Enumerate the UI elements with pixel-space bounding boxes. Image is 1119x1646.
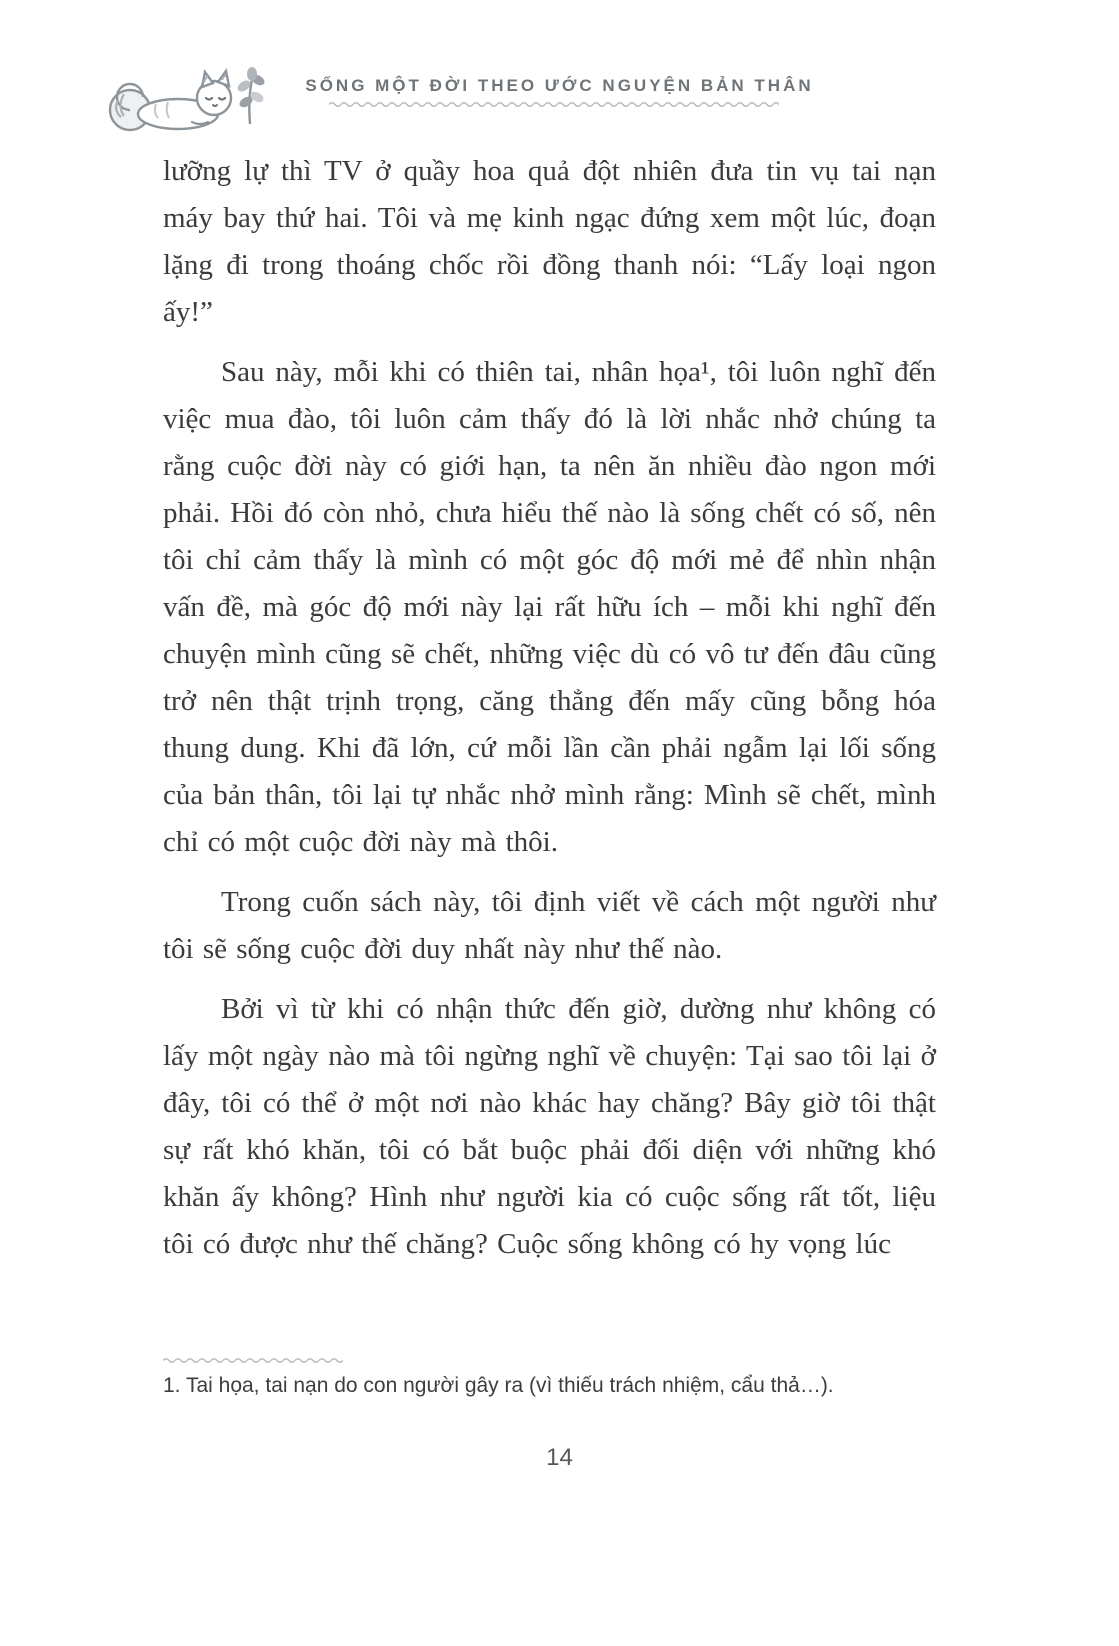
paragraph: lưỡng lự thì TV ở quầy hoa quả đột nhiên đưa tin vụ tai nạn máy bay thứ hai. Tôi và mẹ kinh ngạc đứng xem một lúc, đoạn lặng đi trong thoáng chốc rồi đồng thanh nói: “Lấy loại ngon ấy!” — [163, 155, 936, 328]
paragraph: Trong cuốn sách này, tôi định viết về cách một người như tôi sẽ sống cuộc đời duy nhất này như thế nào. — [163, 886, 936, 965]
paragraph: Sau này, mỗi khi có thiên tai, nhân họa¹, tôi luôn nghĩ đến việc mua đào, tôi luôn cảm thấy đó là lời nhắc nhở chúng ta rằng cuộc đời này có giới hạn, ta nên ăn nhiều đào ngon mới phải. Hồi đó còn nhỏ, chưa hiểu thế nào là sống chết có số, nên tôi chỉ cảm thấy là mình có một góc độ mới mẻ để nhìn nhận vấn đề, mà góc độ mới này lại rất hữu ích – mỗi khi nghĩ đến chuyện mình cũng sẽ chết, những việc dù có vô tư đến đâu cũng trở nên thật trịnh trọng, căng thẳng đến mấy cũng bỗng hóa thung dung. Khi đã lớn, cứ mỗi lần cần phải ngẫm lại lối sống của bản thân, tôi lại tự nhắc nhở mình rằng: Mình sẽ chết, mình chỉ có một cuộc đời này mà thôi. — [163, 356, 936, 858]
footnote-text: 1. Tai họa, tai nạn do con người gây ra (vì thiếu trách nhiệm, cẩu thả…). — [163, 1374, 834, 1397]
header-wavy-divider — [329, 100, 779, 109]
page-body-text — [163, 148, 936, 1281]
paragraph: Bởi vì từ khi có nhận thức đến giờ, dường như không có lấy một ngày nào mà tôi ngừng nghĩ về chuyện: Tại sao tôi lại ở đây, tôi có thể ở một nơi nào khác hay chăng? Bây giờ tôi thật sự rất khó khăn, tôi có bắt buộc phải đối diện với những khó khăn ấy không? Hình như người kia có cuộc sống rất tốt, liệu tôi có được như thế chăng? Cuộc sống không có hy vọng lúc — [163, 993, 936, 1260]
running-header-title: SỐNG MỘT ĐỜI THEO ƯỚC NGUYỆN BẢN THÂN — [305, 76, 814, 95]
sleeping-cat-illustration — [100, 52, 270, 142]
page-number: 14 — [546, 1444, 573, 1471]
footnote-wavy-divider — [163, 1356, 343, 1365]
